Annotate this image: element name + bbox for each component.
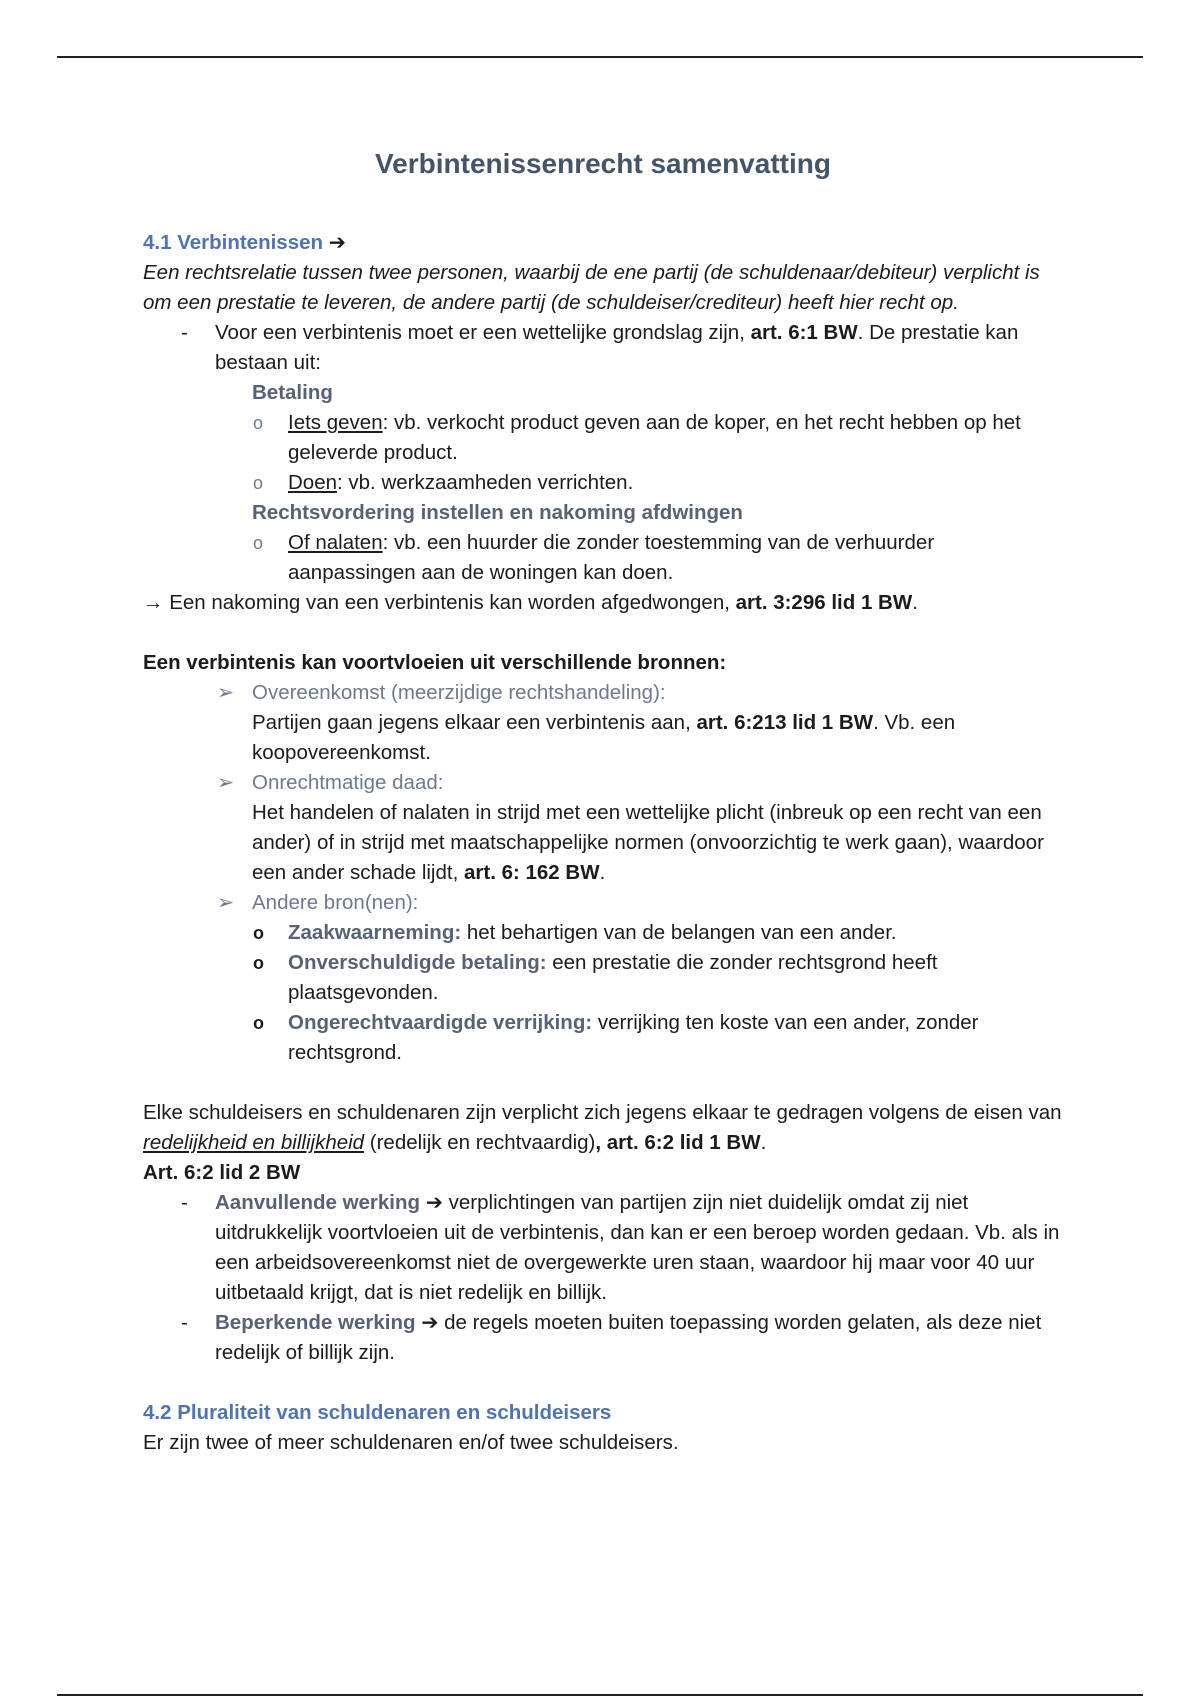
arrowhead-bullet-icon: ➢ bbox=[217, 771, 235, 794]
list-item: - Aanvullende werking ➔ verplichtingen van partijen zijn niet duidelijk omdat zij niet uitdrukkelijk voortvloeien uit de verbintenis, dan kan er een beroep worden gedaan. Vb. als in een arbeidsovereenkomst niet de overgewerkte uren staan, waardoor hij maar voor 40 uur uitbetaald krijgt, dat is niet redelijk en billijk. bbox=[143, 1188, 1063, 1308]
dash-bullet-icon: - bbox=[181, 1191, 188, 1214]
sources-heading: Een verbintenis kan voortvloeien uit verschillende bronnen: bbox=[143, 651, 727, 674]
arrow-right-icon: ➔ bbox=[328, 231, 346, 254]
arrow-right-icon: → bbox=[143, 591, 164, 614]
conclusion-line: → Een nakoming van een verbintenis kan worden afgedwongen, art. 3:296 lid 1 BW. bbox=[143, 591, 918, 614]
circle-bullet-icon: o bbox=[253, 1013, 264, 1033]
circle-bullet-icon: o bbox=[253, 533, 264, 553]
list-item: ➢ Onrechtmatige daad: Het handelen of nalaten in strijd met een wettelijke plicht (inbreuk op een recht van een ander) of in strijd met maatschappelijke normen (onvoorzichtig te werk gaan), waardoor een ander schade lijdt, art. 6: 162 BW. bbox=[143, 768, 1063, 888]
definition-paragraph: Een rechtsrelatie tussen twee personen, waarbij de ene partij (de schuldenaar/debiteur) verplicht is om een prestatie te leveren, de andere partij (de schuldeiser/crediteur) heeft hier recht op. bbox=[143, 261, 1040, 314]
list-item: o Zaakwaarneming: het behartigen van de belangen van een ander. bbox=[143, 918, 1063, 948]
list-item: - Voor een verbintenis moet er een wettelijke grondslag zijn, art. 6:1 BW. De prestatie kan bestaan uit: bbox=[143, 318, 1063, 378]
arrowhead-bullet-icon: ➢ bbox=[217, 891, 235, 914]
section-heading-4-2: 4.2 Pluraliteit van schuldenaren en schuldeisers bbox=[143, 1401, 612, 1424]
list-item: o Ongerechtvaardigde verrijking: verrijking ten koste van een ander, zonder rechtsgrond. bbox=[143, 1008, 1063, 1068]
circle-bullet-icon: o bbox=[253, 413, 264, 433]
list-item: o Of nalaten: vb. een huurder die zonder toestemming van de verhuurder aanpassingen aan de woningen kan doen. bbox=[143, 528, 1063, 588]
circle-bullet-icon: o bbox=[253, 953, 264, 973]
subheading-rechtsvordering: Rechtsvordering instellen en nakoming afdwingen bbox=[252, 501, 743, 524]
list-item: o Onverschuldigde betaling: een prestatie die zonder rechtsgrond heeft plaatsgevonden. bbox=[143, 948, 1063, 1008]
reasonableness-paragraph: Elke schuldeisers en schuldenaren zijn verplicht zich jegens elkaar te gedragen volgens de eisen van redelijkheid en billijkheid (redelijk en rechtvaardig), art. 6:2 lid 1 BW. bbox=[143, 1101, 1062, 1154]
arrowhead-bullet-icon: ➢ bbox=[217, 681, 235, 704]
circle-bullet-icon: o bbox=[253, 923, 264, 943]
dash-bullet-icon: - bbox=[181, 321, 188, 344]
top-rule bbox=[57, 56, 1143, 58]
list-item: o Iets geven: vb. verkocht product geven aan de koper, en het recht hebben op het geleverde product. bbox=[143, 408, 1063, 468]
list-item: - Beperkende werking ➔ de regels moeten buiten toepassing worden gelaten, als deze niet redelijk of billijk zijn. bbox=[143, 1308, 1063, 1368]
subheading-betaling: Betaling bbox=[252, 381, 333, 404]
dash-bullet-icon: - bbox=[181, 1311, 188, 1334]
bottom-rule bbox=[57, 1694, 1143, 1696]
section-heading-4-1: 4.1 Verbintenissen ➔ bbox=[143, 231, 346, 254]
section-4-2-text: Er zijn twee of meer schuldenaren en/of twee schuldeisers. bbox=[143, 1431, 679, 1454]
document-body bbox=[143, 140, 1063, 1458]
article-heading: Art. 6:2 lid 2 BW bbox=[143, 1161, 301, 1184]
arrow-right-icon: ➔ bbox=[415, 1311, 445, 1334]
arrow-right-icon: ➔ bbox=[420, 1191, 449, 1214]
list-item: ➢ Overeenkomst (meerzijdige rechtshandeling): Partijen gaan jegens elkaar een verbintenis aan, art. 6:213 lid 1 BW. Vb. een koopovereenkomst. bbox=[143, 678, 1063, 768]
list-item: o Doen: vb. werkzaamheden verrichten. bbox=[143, 468, 1063, 498]
circle-bullet-icon: o bbox=[253, 473, 264, 493]
list-item: ➢ Andere bron(nen): bbox=[143, 888, 1063, 918]
page-title: Verbintenissenrecht samenvatting bbox=[375, 148, 831, 179]
